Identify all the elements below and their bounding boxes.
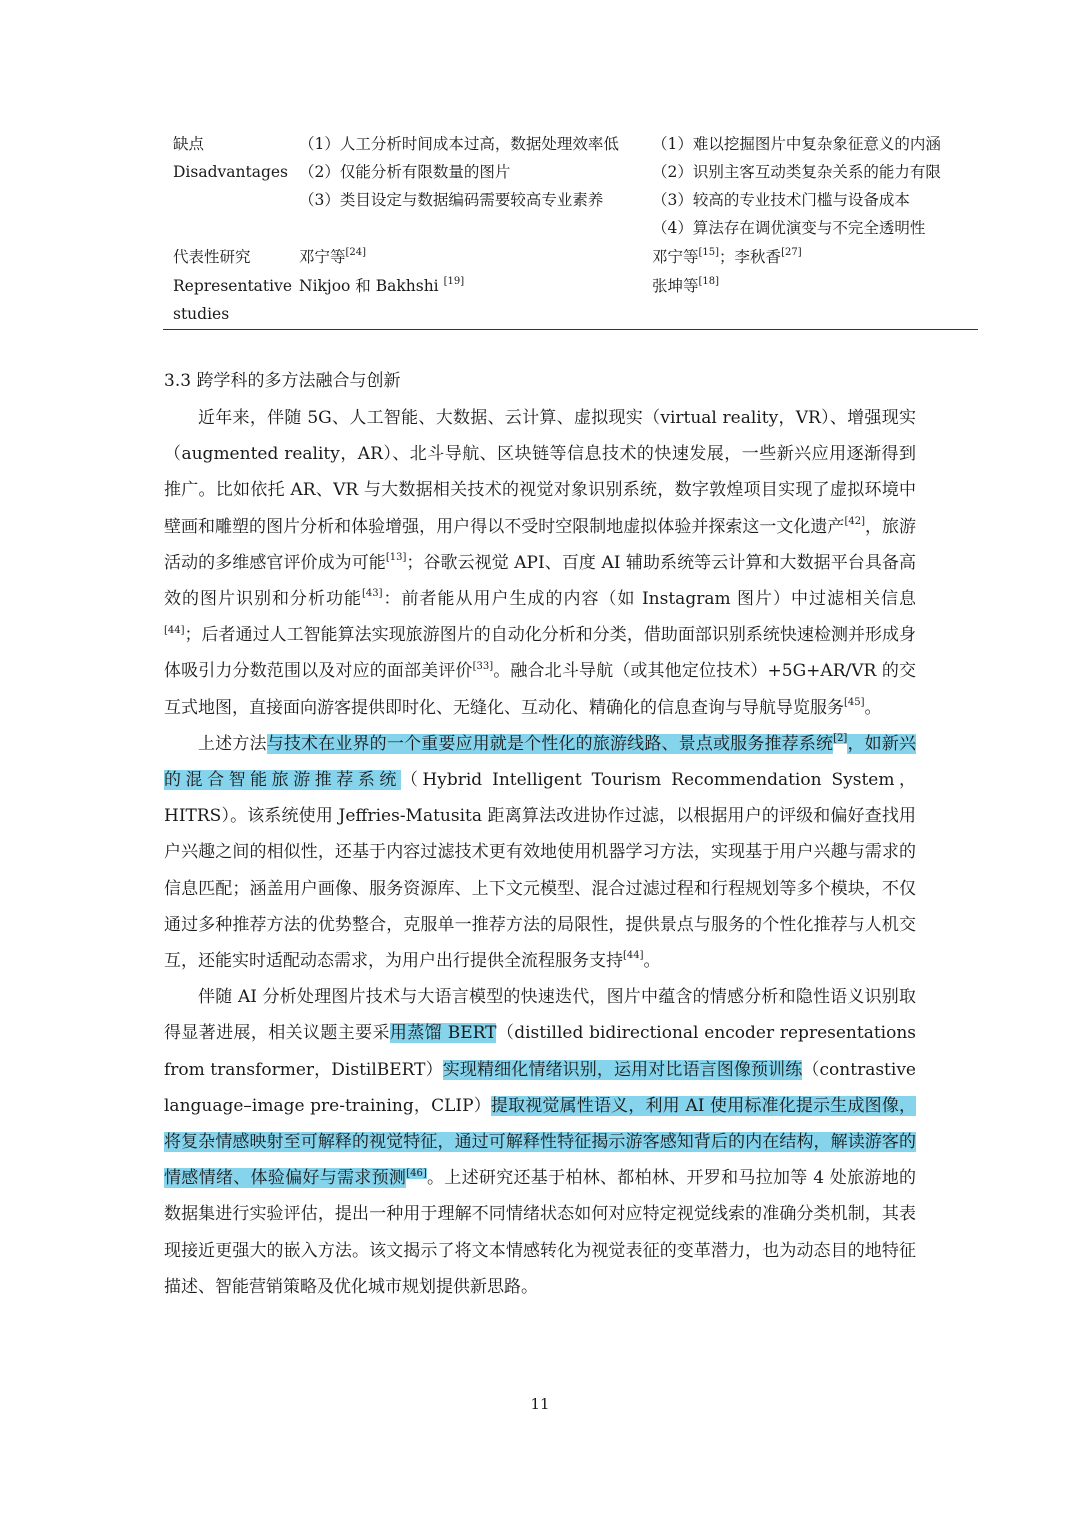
table-bottom-rule bbox=[163, 329, 978, 330]
paragraph-2: 上述方法与技术在业界的一个重要应用就是个性化的旅游线路、景点或服务推荐系统[2]，如新兴的混合智能旅游推荐系统（Hybrid Intelligent Tourism Recommendation System，HITRS）。该系统使用 Jeffries-Matusita 距离算法改进协作过滤，以根据用户的评级和偏好查找用户兴趣之间的相似性，还基于内容过滤技术更有效地使用机器学习方法，实现基于用户兴趣与需求的信息匹配；涵盖用户画像、服务资源库、上下文元模型、混合过滤过程和行程规划等多个模块，不仅通过多种推荐方法的优势整合，克服单一推荐方法的局限性，提供景点与服务的个性化推荐与人机交互，还能实时适配动态需求，为用户出行提供全流程服务支持[44]。 bbox=[164, 733, 917, 972]
citation: [2] bbox=[833, 733, 848, 745]
citation: [44] bbox=[164, 624, 185, 636]
table-cell-ai-disadvantage: （2）识别主客互动类复杂关系的能力有限 bbox=[652, 163, 941, 181]
table-cell-manual-disadvantage: （3）类目设定与数据编码需要较高专业素养 bbox=[299, 191, 604, 209]
citation: [15] bbox=[698, 246, 720, 258]
citation: [45] bbox=[844, 696, 865, 708]
table-label-representative-en-2: studies bbox=[173, 305, 230, 323]
paragraph-3: 伴随 AI 分析处理图片技术与大语言模型的快速迭代，图片中蕴含的情感分析和隐性语义识别取得显著进展，相关议题主要采用蒸馏 BERT（distilled bidirectional encoder representations from transformer，DistilBERT）实现精细化情绪识别，运用对比语言图像预训练（contrastive language–image pre-training，CLIP）提取视觉属性语义，利用 AI 使用标准化提示生成图像，将复杂情感映射至可解释的视觉特征，通过可解释性特征揭示游客感知背后的内在结构，解读游客的情感情绪、体验偏好与需求预测[46]。上述研究还基于柏林、都柏林、开罗和马拉加等 4 处旅游地的数据集进行实验评估，提出一种用于理解不同情绪状态如何对应特定视觉线索的准确分类机制，其表现接近更强大的嵌入方法。该文揭示了将文本情感转化为视觉表征的变革潜力，也为动态目的地特征描述、智能营销策略及优化城市规划提供新思路。 bbox=[164, 987, 917, 1297]
citation: [44] bbox=[623, 950, 644, 962]
table-label-disadvantages-en: Disadvantages bbox=[173, 163, 289, 181]
table-cell-ai-disadvantage: （4）算法存在调优演变与不完全透明性 bbox=[652, 219, 926, 237]
section-heading: 3.3 跨学科的多方法融合与创新 bbox=[164, 371, 401, 391]
highlighted-text: 与技术在业界的一个重要应用就是个性化的旅游线路、景点或服务推荐系统 bbox=[266, 733, 834, 754]
citation: [27] bbox=[781, 246, 802, 258]
table-label-disadvantages-cn: 缺点 bbox=[173, 135, 205, 153]
table-cell-ai-disadvantage: （3）较高的专业技术门槛与设备成本 bbox=[652, 191, 910, 209]
highlighted-text: ，如新兴的混合智能旅游推荐系统 bbox=[164, 733, 917, 791]
table-cell-ai-study: 张坤等[18] bbox=[652, 275, 720, 295]
section-body bbox=[164, 400, 916, 1305]
highlighted-text: 用蒸馏 BERT bbox=[389, 1023, 497, 1044]
citation: [19] bbox=[443, 275, 465, 287]
table-cell-manual-disadvantage: （1）人工分析时间成本过高，数据处理效率低 bbox=[299, 135, 619, 153]
page-number: 11 bbox=[530, 1395, 550, 1413]
table-label-representative-cn: 代表性研究 bbox=[173, 248, 251, 266]
citation: [18] bbox=[698, 275, 720, 287]
table-cell-manual-study: Nikjoo 和 Bakhshi [19] bbox=[299, 275, 465, 295]
citation: [42] bbox=[844, 515, 865, 527]
paragraph-1: 近年来，伴随 5G、人工智能、大数据、云计算、虚拟现实（virtual reality，VR）、增强现实（augmented reality，AR）、北斗导航、区块链等信息技术的快速发展，一些新兴应用逐渐得到推广。比如依托 AR、VR 与大数据相关技术的视觉对象识别系统，数字敦煌项目实现了虚拟环境中壁画和雕塑的图片分析和体验增强，用户得以不受时空限制地虚拟体验并探索这一文化遗产[42]，旅游活动的多维感官评价成为可能[13]；谷歌云视觉 API、百度 AI 辅助系统等云计算和大数据平台具备高效的图片识别和分析功能[43]：前者能从用户生成的内容（如 Instagram 图片）中过滤相关信息[44]；后者通过人工智能算法实现旅游图片的自动化分析和分类，借助面部识别系统快速检测并形成身体吸引力分数范围以及对应的面部美评价[33]。融合北斗导航（或其他定位技术）+5G+AR/VR 的交互式地图，直接面向游客提供即时化、无缝化、互动化、精确化的信息查询与导航导览服务[45]。 bbox=[164, 408, 917, 718]
citation: [24] bbox=[345, 246, 367, 258]
table-cell-ai-study: 邓宁等[15]；李秋香[27] bbox=[652, 246, 802, 266]
table-cell-manual-study: 邓宁等[24] bbox=[299, 246, 367, 266]
citation: [33] bbox=[472, 660, 494, 672]
highlighted-text: 提取视觉属性语义，利用 AI 使用标准化提示生成图像，将复杂情感映射至可解释的视觉特征，通过可解释性特征揭示游客感知背后的内在结构，解读游客的情感情绪、体验偏好与需求预测 bbox=[164, 1095, 916, 1189]
table-label-representative-en: Representative bbox=[173, 277, 293, 295]
table-cell-manual-disadvantage: （2）仅能分析有限数量的图片 bbox=[299, 163, 511, 181]
citation: [43] bbox=[362, 588, 383, 600]
table-cell-ai-disadvantage: （1）难以挖掘图片中复杂象征意义的内涵 bbox=[652, 135, 941, 153]
citation: [46] bbox=[406, 1167, 427, 1179]
highlighted-text: 实现精细化情绪识别，运用对比语言图像预训练 bbox=[442, 1059, 803, 1080]
citation: [13] bbox=[385, 552, 407, 564]
